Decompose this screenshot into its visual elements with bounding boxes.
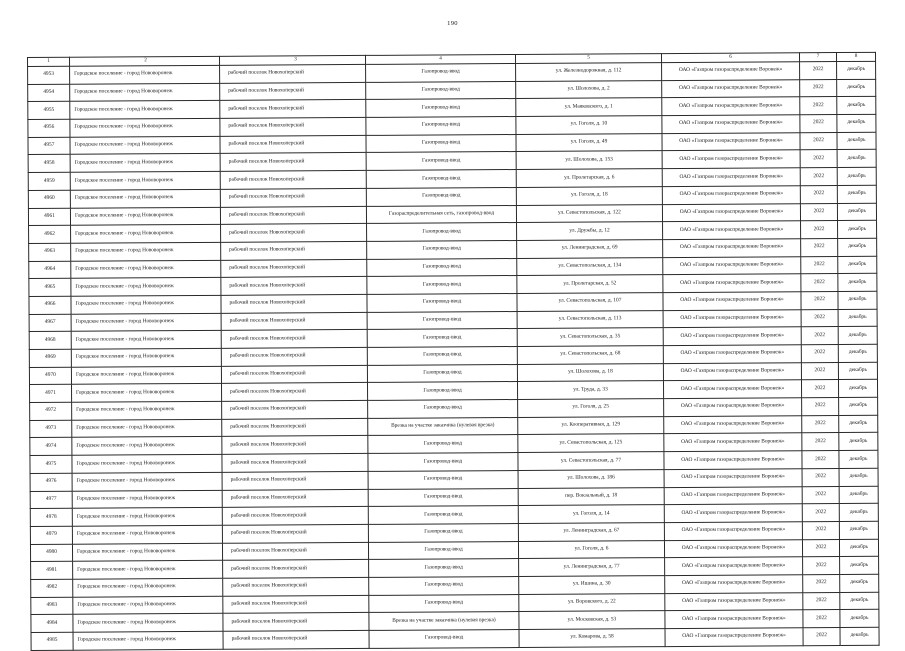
cell-year: 2022 xyxy=(802,451,839,469)
cell-month: декабрь xyxy=(837,185,876,203)
cell-address: ул. Труда, д. 33 xyxy=(517,381,663,400)
cell-address: ул. Севастопольская, д. 113 xyxy=(517,310,663,329)
cell-row-number: 4960 xyxy=(28,190,70,208)
column-number-8: 8 xyxy=(836,52,875,61)
cell-month: декабрь xyxy=(839,503,878,521)
cell-month: декабрь xyxy=(840,627,879,645)
cell-settlement: рабочий поселок Новохоперский xyxy=(222,507,368,526)
cell-object-type: Газопровод-ввод xyxy=(369,630,519,649)
cell-settlement: рабочий поселок Новохоперский xyxy=(221,277,367,296)
cell-year: 2022 xyxy=(803,592,840,610)
cell-organization: ОАО «Газпром газораспределение Воронеж» xyxy=(663,309,801,328)
cell-year: 2022 xyxy=(803,628,840,646)
cell-address: ул. Севастопольская, д. 134 xyxy=(517,257,663,276)
cell-municipality: Городское поселение - город Нововоронеж xyxy=(72,419,222,438)
cell-year: 2022 xyxy=(801,274,838,292)
cell-address: ул. Пролетарская, д. 6 xyxy=(516,169,662,188)
cell-address: ул. Гоголя, д. 10 xyxy=(516,116,662,135)
cell-organization: ОАО «Газпром газораспределение Воронеж» xyxy=(665,610,803,629)
cell-settlement: рабочий поселок Новохоперский xyxy=(223,577,369,596)
cell-row-number: 4977 xyxy=(30,491,72,509)
cell-month: декабрь xyxy=(837,132,876,150)
cell-year: 2022 xyxy=(801,238,838,256)
cell-settlement: рабочий поселок Новохоперский xyxy=(220,100,366,119)
cell-month: декабрь xyxy=(840,610,879,628)
cell-organization: ОАО «Газпром газораспределение Воронеж» xyxy=(664,522,802,541)
cell-object-type: Газопровод-ввод xyxy=(366,117,516,136)
cell-settlement: рабочий поселок Новохоперский xyxy=(221,224,367,243)
column-number-2: 2 xyxy=(70,56,220,66)
cell-settlement: рабочий поселок Новохоперский xyxy=(222,489,368,508)
cell-municipality: Городское поселение - город Нововоронеж xyxy=(72,384,222,403)
cell-municipality: Городское поселение - город Нововоронеж xyxy=(71,313,221,332)
cell-month: декабрь xyxy=(838,327,877,345)
cell-address: ул. Комарова, д. 58 xyxy=(519,629,665,648)
cell-settlement: рабочий поселок Новохоперский xyxy=(221,383,367,402)
cell-object-type: Газопровод-ввод xyxy=(367,364,517,383)
cell-settlement: рабочий поселок Новохоперский xyxy=(220,188,366,207)
cell-month: декабрь xyxy=(839,486,878,504)
cell-row-number: 4983 xyxy=(31,597,73,615)
cell-year: 2022 xyxy=(800,115,837,133)
cell-month: декабрь xyxy=(838,238,877,256)
cell-municipality: Городское поселение - город Нововоронеж xyxy=(70,154,220,173)
cell-year: 2022 xyxy=(800,62,837,80)
column-number-6: 6 xyxy=(661,53,799,63)
cell-settlement: рабочий поселок Новохоперский xyxy=(222,454,368,473)
cell-row-number: 4961 xyxy=(28,208,70,226)
cell-organization: ОАО «Газпром газораспределение Воронеж» xyxy=(664,504,802,523)
cell-month: декабрь xyxy=(838,362,877,380)
cell-object-type: Газопровод-ввод xyxy=(368,523,518,542)
cell-object-type: Газопровод-ввод xyxy=(369,576,519,595)
cell-year: 2022 xyxy=(802,398,839,416)
cell-settlement: рабочий поселок Новохоперский xyxy=(223,560,369,579)
cell-municipality: Городское поселение - город Нововоронеж xyxy=(72,437,222,456)
cell-month: декабрь xyxy=(838,344,877,362)
cell-object-type: Врезка на участке заказчика (нулевая врезка) xyxy=(369,612,519,631)
cell-row-number: 4953 xyxy=(28,66,70,84)
column-number-7: 7 xyxy=(799,53,836,62)
cell-object-type: Газопровод-ввод xyxy=(366,99,516,118)
cell-row-number: 4969 xyxy=(29,349,71,367)
cell-object-type: Газопровод-ввод xyxy=(367,382,517,401)
cell-municipality: Городское поселение - город Нововоронеж xyxy=(70,171,220,190)
cell-row-number: 4984 xyxy=(31,615,73,633)
cell-settlement: рабочий поселок Новохоперский xyxy=(222,542,368,561)
cell-object-type: Газопровод-ввод xyxy=(369,559,519,578)
page-number: 190 xyxy=(447,20,458,27)
cell-municipality: Городское поселение - город Нововоронеж xyxy=(72,454,222,473)
cell-object-type: Газопровод-ввод xyxy=(366,187,516,206)
cell-municipality: Городское поселение - город Нововоронеж xyxy=(71,348,221,367)
cell-row-number: 4964 xyxy=(29,261,71,279)
cell-month: декабрь xyxy=(837,167,876,185)
cell-object-type: Газопровод-ввод xyxy=(367,276,517,295)
cell-municipality: Городское поселение - город Нововоронеж xyxy=(73,614,223,633)
cell-year: 2022 xyxy=(801,327,838,345)
cell-month: декабрь xyxy=(837,150,876,168)
cell-settlement: рабочий поселок Новохоперский xyxy=(220,64,366,83)
cell-row-number: 4976 xyxy=(30,473,72,491)
cell-organization: ОАО «Газпром газораспределение Воронеж» xyxy=(662,133,800,152)
cell-organization: ОАО «Газпром газораспределение Воронеж» xyxy=(662,150,800,169)
cell-settlement: рабочий поселок Новохоперский xyxy=(221,365,367,384)
cell-year: 2022 xyxy=(800,185,837,203)
cell-organization: ОАО «Газпром газораспределение Воронеж» xyxy=(664,433,802,452)
cell-organization: ОАО «Газпром газораспределение Воронеж» xyxy=(664,539,802,558)
cell-organization: ОАО «Газпром газораспределение Воронеж» xyxy=(664,398,802,417)
cell-organization: ОАО «Газпром газораспределение Воронеж» xyxy=(662,186,800,205)
cell-object-type: Газопровод-ввод xyxy=(367,223,517,242)
cell-month: декабрь xyxy=(839,415,878,433)
table-body xyxy=(28,52,880,650)
cell-settlement: рабочий поселок Новохоперский xyxy=(220,206,366,225)
cell-year: 2022 xyxy=(802,504,839,522)
cell-year: 2022 xyxy=(802,433,839,451)
cell-row-number: 4980 xyxy=(30,544,72,562)
cell-municipality: Городское поселение - город Нововоронеж xyxy=(72,472,222,491)
cell-month: декабрь xyxy=(837,61,876,79)
cell-year: 2022 xyxy=(801,309,838,327)
cell-municipality: Городское поселение - город Нововоронеж xyxy=(71,331,221,350)
cell-object-type: Газопровод-ввод xyxy=(366,170,516,189)
cell-month: декабрь xyxy=(840,574,879,592)
cell-year: 2022 xyxy=(803,574,840,592)
cell-settlement: рабочий поселок Новохоперский xyxy=(222,524,368,543)
cell-object-type: Газопровод-ввод xyxy=(368,506,518,525)
gasification-table xyxy=(27,52,880,651)
cell-row-number: 4979 xyxy=(30,526,72,544)
cell-year: 2022 xyxy=(800,97,837,115)
cell-year: 2022 xyxy=(800,168,837,186)
cell-year: 2022 xyxy=(801,221,838,239)
cell-object-type: Газопровод-ввод xyxy=(367,240,517,259)
cell-object-type: Газопровод-ввод xyxy=(369,594,519,613)
cell-organization: ОАО «Газпром газораспределение Воронеж» xyxy=(665,557,803,576)
cell-object-type: Газопровод-ввод xyxy=(366,152,516,171)
table-row xyxy=(31,627,879,650)
cell-organization: ОАО «Газпром газораспределение Воронеж» xyxy=(663,380,801,399)
cell-row-number: 4962 xyxy=(29,225,71,243)
cell-address: ул. Железнодорожная, д. 112 xyxy=(516,63,662,82)
cell-organization: ОАО «Газпром газораспределение Воронеж» xyxy=(663,292,801,311)
cell-municipality: Городское поселение - город Нововоронеж xyxy=(72,525,222,544)
cell-municipality: Городское поселение - город Нововоронеж xyxy=(73,561,223,580)
cell-address: ул. Шолохова, д. 2 xyxy=(516,80,662,99)
cell-settlement: рабочий поселок Новохоперский xyxy=(220,135,366,154)
cell-year: 2022 xyxy=(800,132,837,150)
cell-row-number: 4954 xyxy=(28,84,70,102)
cell-municipality: Городское поселение - город Нововоронеж xyxy=(72,490,222,509)
cell-address: пер. Вокзальный, д. 18 xyxy=(518,487,664,506)
cell-organization: ОАО «Газпром газораспределение Воронеж» xyxy=(662,168,800,187)
cell-month: декабрь xyxy=(837,114,876,132)
cell-object-type: Газопровод-ввод xyxy=(367,329,517,348)
cell-settlement: рабочий поселок Новохоперский xyxy=(222,400,368,419)
cell-municipality: Городское поселение - город Нововоронеж xyxy=(71,242,221,261)
cell-object-type: Газопровод-ввод xyxy=(368,400,518,419)
cell-organization: ОАО «Газпром газораспределение Воронеж» xyxy=(663,327,801,346)
cell-year: 2022 xyxy=(801,291,838,309)
cell-address: ул. Шолохова, д. 153 xyxy=(516,151,662,170)
cell-month: декабрь xyxy=(839,433,878,451)
cell-row-number: 4956 xyxy=(28,119,70,137)
cell-organization: ОАО «Газпром газораспределение Воронеж» xyxy=(662,62,800,81)
cell-month: декабрь xyxy=(839,468,878,486)
cell-row-number: 4966 xyxy=(29,296,71,314)
cell-organization: ОАО «Газпром газораспределение Воронеж» xyxy=(663,221,801,240)
document-sheet xyxy=(27,52,878,644)
cell-row-number: 4981 xyxy=(31,561,73,579)
cell-municipality: Городское поселение - город Нововоронеж xyxy=(70,83,220,102)
cell-year: 2022 xyxy=(802,521,839,539)
cell-address: ул. Севастопольская, д. 125 xyxy=(518,434,664,453)
cell-settlement: рабочий поселок Новохоперский xyxy=(220,171,366,190)
cell-row-number: 4978 xyxy=(30,508,72,526)
cell-year: 2022 xyxy=(801,256,838,274)
cell-address: ул. Гоголя, д. 49 xyxy=(516,133,662,152)
cell-settlement: рабочий поселок Новохоперский xyxy=(222,418,368,437)
cell-address: ул. Гоголя, д. 25 xyxy=(518,399,664,418)
column-number-1: 1 xyxy=(28,57,70,66)
cell-month: декабрь xyxy=(839,397,878,415)
column-number-5: 5 xyxy=(515,54,661,64)
cell-month: декабрь xyxy=(837,79,876,97)
cell-year: 2022 xyxy=(801,380,838,398)
cell-settlement: рабочий поселок Новохоперский xyxy=(221,241,367,260)
cell-address: ул. Дружбы, д. 12 xyxy=(517,222,663,241)
cell-municipality: Городское поселение - город Нововоронеж xyxy=(73,578,223,597)
cell-row-number: 4982 xyxy=(31,579,73,597)
cell-address: ул. Ленинградская, д. 69 xyxy=(517,239,663,258)
cell-organization: ОАО «Газпром газораспределение Воронеж» xyxy=(664,416,802,435)
cell-month: декабрь xyxy=(837,97,876,115)
cell-organization: ОАО «Газпром газораспределение Воронеж» xyxy=(665,592,803,611)
cell-address: ул. Севастопольская, д. 35 xyxy=(517,328,663,347)
cell-organization: ОАО «Газпром газораспределение Воронеж» xyxy=(663,239,801,258)
cell-row-number: 4957 xyxy=(28,137,70,155)
cell-address: ул. Воровского, д. 22 xyxy=(519,593,665,612)
cell-object-type: Газопровод-ввод xyxy=(366,64,516,83)
cell-object-type: Газопровод-ввод xyxy=(368,488,518,507)
cell-address: ул. Севастопольская, д. 122 xyxy=(516,204,662,223)
cell-month: декабрь xyxy=(838,291,877,309)
cell-organization: ОАО «Газпром газораспределение Воронеж» xyxy=(662,97,800,116)
cell-organization: ОАО «Газпром газораспределение Воронеж» xyxy=(663,362,801,381)
cell-year: 2022 xyxy=(800,150,837,168)
cell-municipality: Городское поселение - город Нововоронеж xyxy=(71,278,221,297)
cell-year: 2022 xyxy=(801,345,838,363)
cell-object-type: Газопровод-ввод xyxy=(368,435,518,454)
cell-address: ул. Гоголя, д. 6 xyxy=(518,540,664,559)
cell-address: ул. Севастопольская, д. 107 xyxy=(517,293,663,312)
cell-row-number: 4972 xyxy=(30,402,72,420)
cell-address: ул. Ленинградская, д. 77 xyxy=(519,558,665,577)
cell-address: ул. Пролетарская, д. 52 xyxy=(517,275,663,294)
cell-year: 2022 xyxy=(802,539,839,557)
cell-month: декабрь xyxy=(839,521,878,539)
cell-row-number: 4968 xyxy=(29,332,71,350)
cell-month: декабрь xyxy=(838,221,877,239)
cell-settlement: рабочий поселок Новохоперский xyxy=(221,330,367,349)
cell-organization: ОАО «Газпром газораспределение Воронеж» xyxy=(664,469,802,488)
cell-month: декабрь xyxy=(839,450,878,468)
cell-municipality: Городское поселение - город Нововоронеж xyxy=(70,207,220,226)
cell-municipality: Городское поселение - город Нововоронеж xyxy=(73,631,223,650)
cell-row-number: 4970 xyxy=(29,367,71,385)
cell-row-number: 4973 xyxy=(30,420,72,438)
cell-address: ул. Шолохова, д. 18 xyxy=(517,363,663,382)
cell-settlement: рабочий поселок Новохоперский xyxy=(223,613,369,632)
cell-year: 2022 xyxy=(802,486,839,504)
cell-settlement: рабочий поселок Новохоперский xyxy=(220,153,366,172)
cell-municipality: Городское поселение - город Нововоронеж xyxy=(72,543,222,562)
cell-object-type: Газопровод-ввод xyxy=(367,347,517,366)
cell-organization: ОАО «Газпром газораспределение Воронеж» xyxy=(663,274,801,293)
cell-object-type: Газопровод-ввод xyxy=(368,541,518,560)
cell-organization: ОАО «Газпром газораспределение Воронеж» xyxy=(663,256,801,275)
cell-settlement: рабочий поселок Новохоперский xyxy=(223,630,369,649)
cell-address: ул. Маяковского, д. 1 xyxy=(516,98,662,117)
cell-organization: ОАО «Газпром газораспределение Воронеж» xyxy=(662,115,800,134)
cell-settlement: рабочий поселок Новохоперский xyxy=(220,117,366,136)
cell-organization: ОАО «Газпром газораспределение Воронеж» xyxy=(664,451,802,470)
cell-row-number: 4974 xyxy=(30,438,72,456)
cell-municipality: Городское поселение - город Нововоронеж xyxy=(72,401,222,420)
cell-object-type: Газопровод-ввод xyxy=(367,293,517,312)
cell-row-number: 4967 xyxy=(29,314,71,332)
cell-month: декабрь xyxy=(838,256,877,274)
cell-settlement: рабочий поселок Новохоперский xyxy=(221,347,367,366)
cell-municipality: Городское поселение - город Нововоронеж xyxy=(70,118,220,137)
cell-address: ул. Московская, д. 53 xyxy=(519,611,665,630)
cell-year: 2022 xyxy=(802,468,839,486)
cell-address: ул. Ленинградская, д. 67 xyxy=(518,522,664,541)
cell-row-number: 4955 xyxy=(28,102,70,120)
cell-month: декабрь xyxy=(837,203,876,221)
cell-settlement: рабочий поселок Новохоперский xyxy=(221,259,367,278)
cell-settlement: рабочий поселок Новохоперский xyxy=(220,82,366,101)
cell-object-type: Газопровод-ввод xyxy=(366,134,516,153)
cell-settlement: рабочий поселок Новохоперский xyxy=(222,471,368,490)
cell-month: декабрь xyxy=(840,557,879,575)
cell-address: ул. Ишина, д. 30 xyxy=(519,576,665,595)
cell-object-type: Врезка на участке заказчика (нулевая врезка) xyxy=(368,417,518,436)
cell-row-number: 4971 xyxy=(30,385,72,403)
cell-month: декабрь xyxy=(838,309,877,327)
cell-address: ул. Шолохова, д. 186 xyxy=(518,469,664,488)
cell-object-type: Газопровод-ввод xyxy=(368,453,518,472)
cell-year: 2022 xyxy=(800,203,837,221)
cell-organization: ОАО «Газпром газораспределение Воронеж» xyxy=(663,345,801,364)
cell-object-type: Газопровод-ввод xyxy=(367,258,517,277)
cell-municipality: Городское поселение - город Нововоронеж xyxy=(70,189,220,208)
cell-object-type: Газораспределительная сеть, газопровод-ввод xyxy=(366,205,516,224)
cell-organization: ОАО «Газпром газораспределение Воронеж» xyxy=(662,203,800,222)
cell-address: ул. Севастопольская, д. 68 xyxy=(517,346,663,365)
cell-month: декабрь xyxy=(840,592,879,610)
cell-address: ул. Гоголя, д. 18 xyxy=(516,186,662,205)
cell-row-number: 4958 xyxy=(28,155,70,173)
cell-year: 2022 xyxy=(803,557,840,575)
column-number-3: 3 xyxy=(219,55,365,65)
cell-month: декабрь xyxy=(838,274,877,292)
cell-row-number: 4975 xyxy=(30,455,72,473)
cell-object-type: Газопровод-ввод xyxy=(367,311,517,330)
cell-month: декабрь xyxy=(838,380,877,398)
cell-row-number: 4963 xyxy=(29,243,71,261)
cell-object-type: Газопровод-ввод xyxy=(366,81,516,100)
cell-municipality: Городское поселение - город Нововоронеж xyxy=(71,295,221,314)
cell-address: ул. Кооперативная, д. 129 xyxy=(518,416,664,435)
cell-address: ул. Гоголя, д. 14 xyxy=(518,505,664,524)
cell-municipality: Городское поселение - город Нововоронеж xyxy=(71,366,221,385)
cell-organization: ОАО «Газпром газораспределение Воронеж» xyxy=(664,486,802,505)
cell-year: 2022 xyxy=(803,610,840,628)
cell-object-type: Газопровод-ввод xyxy=(368,470,518,489)
cell-municipality: Городское поселение - город Нововоронеж xyxy=(70,65,220,84)
cell-municipality: Городское поселение - город Нововоронеж xyxy=(71,225,221,244)
cell-year: 2022 xyxy=(800,79,837,97)
cell-row-number: 4959 xyxy=(28,172,70,190)
cell-row-number: 4965 xyxy=(29,278,71,296)
cell-municipality: Городское поселение - город Нововоронеж xyxy=(73,596,223,615)
cell-settlement: рабочий поселок Новохоперский xyxy=(222,436,368,455)
cell-year: 2022 xyxy=(801,362,838,380)
cell-month: декабрь xyxy=(839,539,878,557)
cell-organization: ОАО «Газпром газораспределение Воронеж» xyxy=(665,628,803,647)
cell-municipality: Городское поселение - город Нововоронеж xyxy=(70,101,220,120)
column-number-4: 4 xyxy=(365,55,515,65)
cell-organization: ОАО «Газпром газораспределение Воронеж» xyxy=(662,79,800,98)
cell-municipality: Городское поселение - город Нововоронеж xyxy=(70,136,220,155)
cell-settlement: рабочий поселок Новохоперский xyxy=(221,312,367,331)
cell-municipality: Городское поселение - город Нововоронеж xyxy=(72,508,222,527)
cell-row-number: 4985 xyxy=(31,632,73,650)
cell-settlement: рабочий поселок Новохоперский xyxy=(221,294,367,313)
cell-address: ул. Севастопольская, д. 77 xyxy=(518,452,664,471)
cell-municipality: Городское поселение - город Нововоронеж xyxy=(71,260,221,279)
cell-year: 2022 xyxy=(802,415,839,433)
cell-organization: ОАО «Газпром газораспределение Воронеж» xyxy=(665,575,803,594)
cell-settlement: рабочий поселок Новохоперский xyxy=(223,595,369,614)
